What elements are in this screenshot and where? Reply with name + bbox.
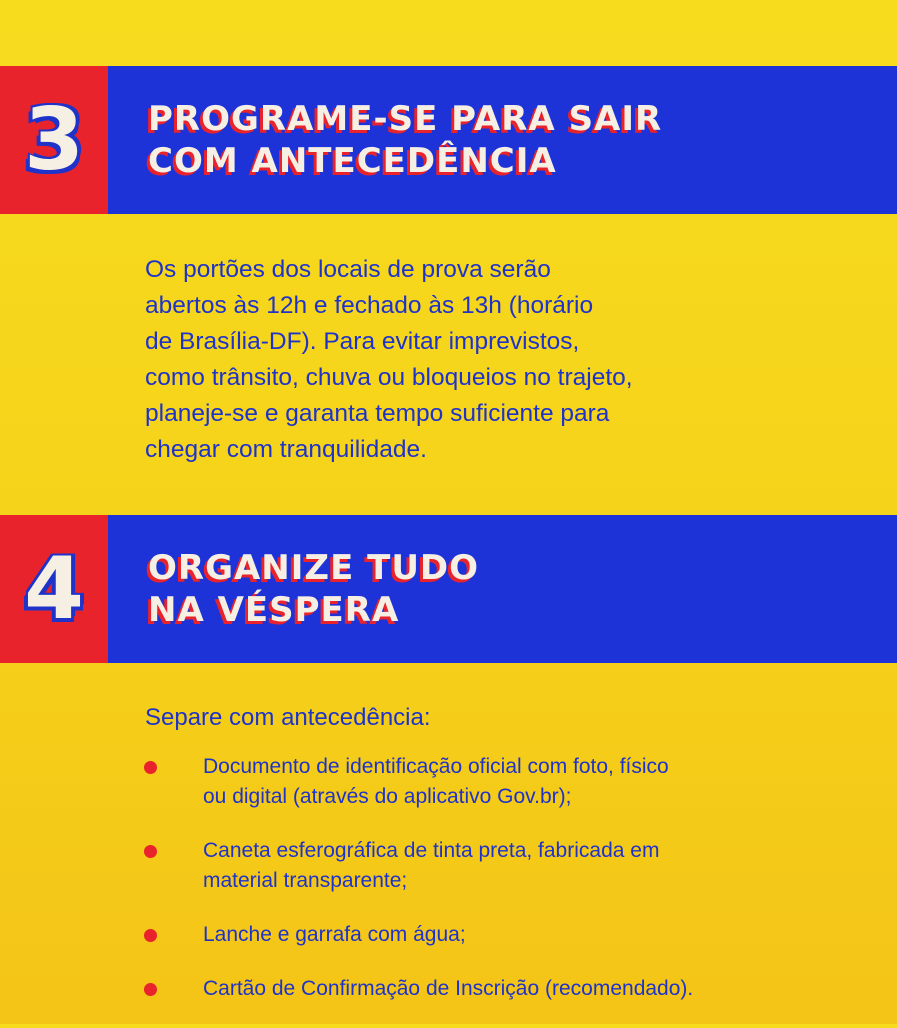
section-3-title-line: PROGRAME-SE PARA SAIR [148, 99, 663, 139]
list-item-line: ou digital (através do aplicativo Gov.br); [203, 785, 572, 808]
paragraph-line: de Brasília-DF). Para evitar imprevistos, [145, 328, 580, 355]
section-3-title [148, 98, 662, 182]
section-4-title-line: ORGANIZE TUDO [148, 548, 480, 588]
list-item-line: Documento de identificação oficial com foto, físico [203, 755, 669, 778]
bullet-dot-icon [144, 761, 157, 774]
paragraph-line: como trânsito, chuva ou bloqueios no trajeto, [145, 364, 633, 391]
section-3-title-line: COM ANTECEDÊNCIA [148, 141, 557, 181]
section-4-title [148, 547, 479, 631]
list-item [140, 974, 860, 1004]
section-3-title-box [108, 66, 897, 214]
checklist [140, 752, 860, 1028]
bullet-dot-icon [144, 845, 157, 858]
section-3-number: 3 [24, 90, 84, 190]
section-4-header [0, 515, 897, 663]
section-4-number: 4 [24, 539, 84, 639]
section-4-title-line: NA VÉSPERA [148, 590, 400, 630]
list-item-line: Lanche e garrafa com água; [203, 923, 466, 946]
list-item [140, 836, 860, 896]
list-item [140, 920, 860, 950]
list-item-line: material transparente; [203, 869, 408, 892]
paragraph-line: planeje-se e garanta tempo suficiente para [145, 400, 610, 427]
list-item-line: Caneta esferográfica de tinta preta, fabricada em [203, 839, 660, 862]
section-3-paragraph [145, 252, 805, 468]
paragraph-line: chegar com tranquilidade. [145, 436, 427, 463]
list-item [140, 752, 860, 812]
paragraph-line: Os portões dos locais de prova serão [145, 256, 551, 283]
bullet-dot-icon [144, 929, 157, 942]
section-3-header [0, 66, 897, 214]
bullet-dot-icon [144, 983, 157, 996]
paragraph-line: abertos às 12h e fechado às 13h (horário [145, 292, 594, 319]
section-3-number-box [0, 66, 108, 214]
section-4-number-box [0, 515, 108, 663]
section-4-title-box [108, 515, 897, 663]
list-item-line: Cartão de Confirmação de Inscrição (recomendado). [203, 977, 694, 1000]
section-4-lead: Separe com antecedência: [145, 704, 431, 731]
